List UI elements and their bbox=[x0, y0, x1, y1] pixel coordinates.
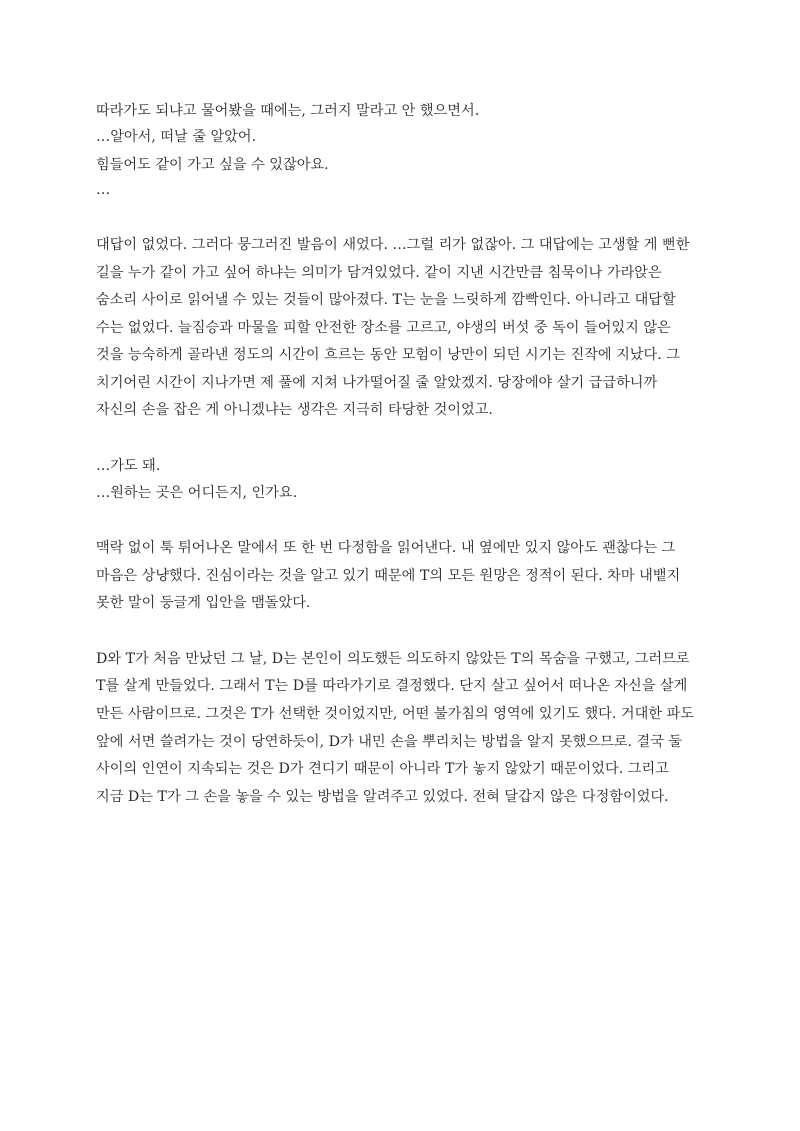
text-line: …알아서, 떠날 줄 알았어. bbox=[96, 129, 257, 145]
text-line: 길을 누가 같이 가고 싶어 하냐는 의미가 담겨있었다. 같이 지낸 시간만큼 침묵이나 가라앉은 bbox=[96, 265, 662, 281]
text-line: … bbox=[96, 182, 111, 198]
text-line: D와 T가 처음 만났던 그 날, D는 본인이 의도했든 의도하지 않았든 T의 목숨을 구했고, 그러므로 bbox=[96, 651, 690, 667]
text-line: 사이의 인연이 지속되는 것은 D가 견디기 때문이 아니라 T가 놓지 않았기 때문이었다. 그리고 bbox=[96, 761, 669, 777]
text-line: 대답이 없었다. 그러다 뭉그러진 발음이 새었다. …그럴 리가 없잖아. 그 대답에는 고생할 게 뻔한 bbox=[96, 237, 690, 253]
text-line: 못한 말이 둥글게 입안을 맴돌았다. bbox=[96, 595, 311, 611]
text-line: 맥락 없이 툭 튀어나온 말에서 또 한 번 다정함을 읽어낸다. 내 옆에만 있지 않아도 괜찮다는 그 bbox=[96, 540, 676, 556]
text-line: 만든 사람이므로. 그것은 T가 선택한 것이었지만, 어떤 불가침의 영역에 있기도 했다. 거대한 파도 bbox=[96, 706, 694, 722]
text-line: 수는 없었다. 늘짐승과 마물을 피할 안전한 장소를 고르고, 야생의 버섯 중 독이 들어있지 않은 bbox=[96, 320, 671, 336]
text-line: 지금 D는 T가 그 손을 놓을 수 있는 방법을 알려주고 있었다. 전혀 달갑지 않은 다정함이었다. bbox=[96, 789, 669, 805]
text-line: …가도 돼. bbox=[96, 458, 161, 474]
text-line: 것을 능숙하게 골라낸 정도의 시간이 흐르는 동안 모험이 낭만이 되던 시기는 진작에 지났다. 그 bbox=[96, 347, 680, 363]
text-line: 힘들어도 같이 가고 싶을 수 있잖아요. bbox=[96, 157, 329, 173]
text-line: 마음은 상냥했다. 진심이라는 것을 알고 있기 때문에 T의 모든 원망은 정적이 된다. 차마 내뱉지 bbox=[96, 568, 681, 584]
text-line: 자신의 손을 잡은 게 아니겠냐는 생각은 지극히 타당한 것이었고. bbox=[96, 402, 493, 418]
text-line: 앞에 서면 쓸려가는 것이 당연하듯이, D가 내민 손을 뿌리치는 방법을 알지 못했으므로. 결국 둘 bbox=[96, 734, 683, 750]
text-line: 숨소리 사이로 읽어낼 수 있는 것들이 많아졌다. T는 눈을 느릿하게 깜빡인다. 아니라고 대답할 bbox=[96, 292, 676, 308]
text-line: …원하는 곳은 어디든지, 인가요. bbox=[96, 485, 298, 501]
text-line: 치기어린 시간이 지나가면 제 풀에 지쳐 나가떨어질 줄 알았겠지. 당장에야 살기 급급하니까 bbox=[96, 375, 658, 391]
text-line: T를 살게 만들었다. 그래서 T는 D를 따라가기로 결정했다. 단지 살고 싶어서 떠나온 자신을 살게 bbox=[96, 678, 688, 694]
text-line: 따라가도 되냐고 물어봤을 때에는, 그러지 말라고 안 했으면서. bbox=[96, 103, 480, 119]
